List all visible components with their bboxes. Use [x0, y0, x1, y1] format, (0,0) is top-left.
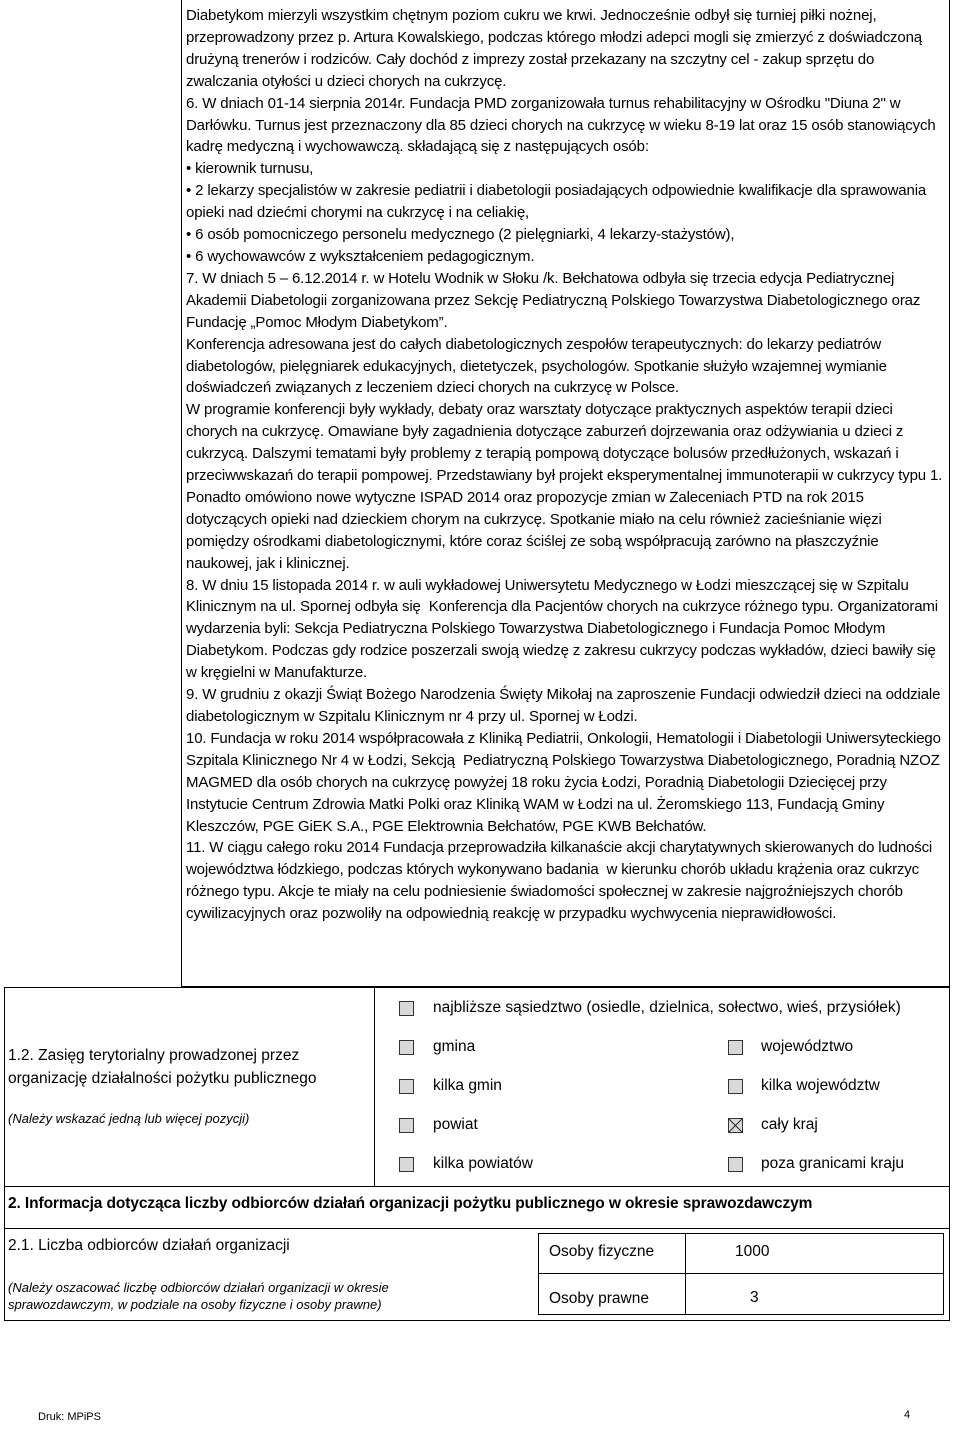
paragraph: 8. W dniu 15 listopada 2014 r. w auli wykładowej Uniwersytetu Medycznego w Łodzi mieszczącej się w Szpitalu Klinicznym na ul. Spornej odbyła się Konferencja dla Pacjentów chorych na cukrzyce różnego typu. Organizatorami wydarzenia byli: Sekcja Pediatryczna Polskiego Towarzystwa Diabetologicznego i Fundacja Pomoc Młodym Diabetykom. Podczas gdy rodzice poszerzali swoją wiedzę z zakresu cukrzycy podczas wykładów, dzieci bawiły się w kręgielni w Manufakturze. [186, 576, 942, 682]
option-wojewodztwo-label: województwo [761, 1038, 854, 1055]
checkbox-sasiedztwo[interactable] [399, 1001, 414, 1016]
count-box-left [538, 1233, 539, 1315]
bullet-item: • 6 wychowawców z wykształceniem pedagogicznym. [186, 246, 946, 268]
section-1-2-top-border [4, 987, 950, 988]
section-2-heading: 2. Informacja dotycząca liczby odbiorców działań organizacji pożytku publicznego w okresie sprawozdawczym [8, 1195, 813, 1212]
count-box-divider [685, 1233, 686, 1315]
paragraph: Konferencja adresowana jest do całych diabetologicznych zespołów terapeutycznych: do lekarzy pediatrów diabetologów, pielęgniarek edukacyjnych, dietetyczek, psychologów. Spotkanie służyło wzajemnej wymianie doświadczeń związanych z leczeniem dzieci chorych na cukrzycę w Polsce. [186, 335, 891, 397]
paragraph: Diabetykom mierzyli wszystkim chętnym poziom cukru we krwi. Jednocześnie odbył się turniej piłki nożnej, przeprowadzony przez p. Artura Kowalskiego, podczas którego młodzi adepci mogli się zmierzyć z doświadczoną drużyną trenerów i rodziców. Cały dochód z imprezy został przekazany na szczytny cel - zakup sprzętu do zwalczania otyłości u dzieci chorych na cukrzycę. [186, 7, 927, 90]
option-powiat-label: powiat [433, 1116, 478, 1133]
checkbox-gmina[interactable] [399, 1040, 414, 1055]
paragraph: W programie konferencji były wykłady, debaty oraz warsztaty dotyczące praktycznych aspektów terapii dzieci chorych na cukrzycę. Omawiane były zagadnienia dotyczące zaburzeń dojrzewania oraz odżywiania u dzieci z cukrzycą. Dalszymi tematami były problemy z terapią pompową dotyczące bolusów przedłużonych, wskazań i przeciwwskazań do terapii pompowej. Przedstawiany był projekt eksperymentalnej immunoterapii w cukrzycy typu 1. Ponadto omówiono nowe wytyczne ISPAD 2014 oraz propozycje zmian w Zaleceniach PTD na rok 2015 dotyczących opieki nad dzieckiem chorym na cukrzycę. Spotkanie miało na celu również zacieśnianie więzi pomiędzy ośrodkami diabetologicznymi, które coraz ściślej ze sobą współpracują zarówno na płaszczyźnie naukowej, jak i klinicznej. [186, 401, 947, 572]
osoby-prawne-value[interactable]: 3 [750, 1289, 759, 1306]
bullet-item: • 2 lekarzy specjalistów w zakresie pediatrii i diabetologii posiadających odpowiednie kwalifikacje dla sprawowania opieki nad dziećmi chorymi na cukrzycę i na celiakię, [186, 180, 946, 224]
count-box-top [538, 1233, 944, 1234]
report-narrative [186, 5, 946, 925]
option-sasiedztwo-label: najbliższe sąsiedztwo (osiedle, dzielnica, sołectwo, wieś, przysiółek) [433, 999, 901, 1016]
section-2-1-title: 2.1. Liczba odbiorców działań organizacji [8, 1237, 290, 1254]
form-bottom-border [4, 1320, 950, 1321]
checkbox-kilka-powiatow[interactable] [399, 1157, 414, 1172]
checkbox-wojewodztwo[interactable] [728, 1040, 743, 1055]
form-right-border [949, 987, 950, 1321]
content-left-border [181, 0, 182, 987]
option-poza-granicami-label: poza granicami kraju [761, 1155, 905, 1172]
checkbox-powiat[interactable] [399, 1118, 414, 1133]
paragraph: 10. Fundacja w roku 2014 współpracowała z Kliniką Pediatrii, Onkologii, Hematologii i Diabetologii Uniwersyteckiego Szpitala Klinicznego Nr 4 w Łodzi, Sekcją Pediatryczną Polskiego Towarzystwa Diabetologicznego, Poradnią NZOZ MAGMED dla osób chorych na cukrzycę powyżej 18 roku życia Łodzi, Poradnią Diabetologii Dziecięcej przy Instytucie Centrum Zdrowia Matki Polki oraz Kliniką WAM w Łodzi na ul. Żeromskiego 113, Fundacją Gminy Kleszczów, PGE GiEK S.A., PGE Elektrownia Bełchatów, PGE KWB Bełchatów. [186, 729, 945, 835]
option-caly-kraj-label: cały kraj [761, 1116, 818, 1133]
osoby-prawne-label: Osoby prawne [549, 1290, 649, 1307]
count-box-bottom [538, 1314, 944, 1315]
checkbox-poza-granicami[interactable] [728, 1157, 743, 1172]
option-kilka-wojewodztw-label: kilka województw [761, 1077, 880, 1094]
page-number: 4 [904, 1409, 911, 1421]
osoby-fizyczne-label: Osoby fizyczne [549, 1243, 655, 1260]
print-label: Druk: MPiPS [38, 1411, 101, 1423]
option-kilka-gmin-label: kilka gmin [433, 1077, 502, 1094]
checkbox-caly-kraj[interactable] [728, 1118, 743, 1133]
content-right-border [949, 0, 950, 987]
count-box-right [943, 1233, 944, 1315]
option-gmina-label: gmina [433, 1038, 476, 1055]
section-2-1-note: (Należy oszacować liczbę odbiorców działań organizacji w okresie sprawozdawczym, w podziale na osoby fizyczne i osoby prawne) [8, 1280, 389, 1312]
section-1-2-note: (Należy wskazać jedną lub więcej pozycji) [8, 1111, 250, 1126]
paragraph: 7. W dniach 5 – 6.12.2014 r. w Hotelu Wodnik w Słoku /k. Bełchatowa odbyła się trzecia edycja Pediatrycznej Akademii Diabetologii zorganizowana przez Sekcję Pediatryczną Polskiego Towarzystwa Diabetologicznego oraz Fundację „Pomoc Młodym Diabetykom”. [186, 269, 925, 331]
section-2-heading-bottom-border [4, 1228, 950, 1229]
bullet-item: • kierownik turnusu, [186, 158, 946, 180]
bullet-item: • 6 osób pomocniczego personelu medycznego (2 pielęgniarki, 4 lekarzy-stażystów), [186, 224, 946, 246]
section-1-2-title: 1.2. Zasięg terytorialny prowadzonej przez organizację działalności pożytku publicznego [8, 1047, 317, 1087]
section-1-2-divider [374, 987, 375, 1187]
option-kilka-powiatow-label: kilka powiatów [433, 1155, 533, 1172]
checkbox-kilka-gmin[interactable] [399, 1079, 414, 1094]
checkbox-kilka-wojewodztw[interactable] [728, 1079, 743, 1094]
paragraph: 9. W grudniu z okazji Świąt Bożego Narodzenia Święty Mikołaj na zaproszenie Fundacji odwiedził dzieci na oddziale diabetologicznym w Szpitalu Klinicznym nr 4 przy ul. Spornej w Łodzi. [186, 686, 945, 725]
count-box-middle [538, 1273, 944, 1274]
form-left-border [4, 987, 5, 1321]
osoby-fizyczne-value[interactable]: 1000 [735, 1243, 770, 1260]
section-2-top-border [4, 1186, 950, 1187]
paragraph: 11. W ciągu całego roku 2014 Fundacja przeprowadziła kilkanaście akcji charytatywnych skierowanych do ludności województwa łódzkiego, podczas których wykonywano badania w kierunku chorób układu krążenia oraz cukrzyc różnego typu. Akcje te miały na celu podniesienie świadomości społecznej w zakresie najgroźniejszych chorób cywilizacyjnych oraz pozwoliły na odpowiednią reakcję w przypadku wychwycenia nieprawidłowości. [186, 839, 937, 923]
paragraph: 6. W dniach 01-14 sierpnia 2014r. Fundacja PMD zorganizowała turnus rehabilitacyjny w Ośrodku "Diuna 2" w Darłówku. Turnus jest przeznaczony dla 85 dzieci chorych na cukrzycę w wieku 8-19 lat oraz 15 osób stanowiących kadrę medyczną i wychowawczą. składającą się z następujących osób: [186, 94, 940, 156]
